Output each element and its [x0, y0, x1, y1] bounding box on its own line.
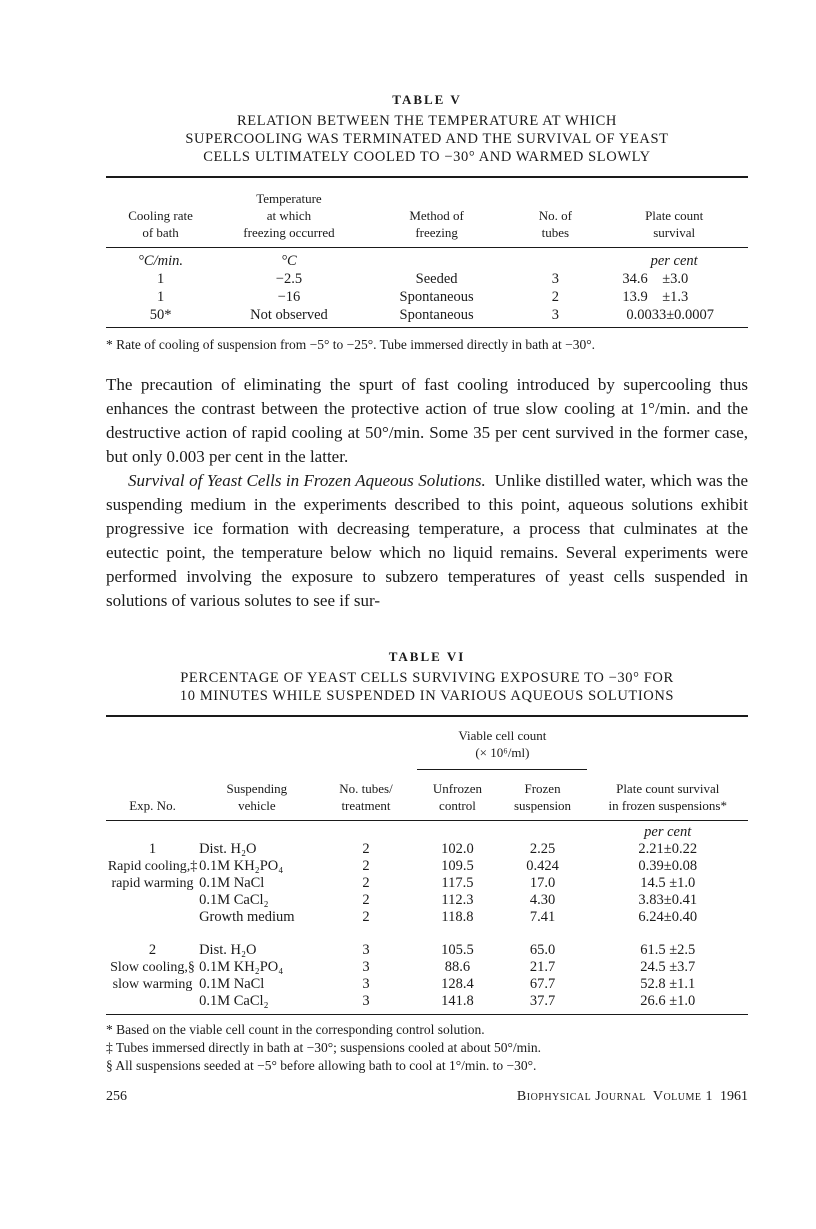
table5-header-tubes [510, 178, 600, 248]
table-row [106, 875, 748, 892]
unit-cooling-rate: °C/min. [138, 253, 183, 269]
cell-tubes: 3 [362, 976, 370, 992]
table6-header-row [106, 770, 748, 821]
header-empty [587, 717, 748, 770]
cell-tubes: 2 [362, 858, 370, 874]
cell-survival: 24.5 ±3.7 [640, 959, 696, 975]
header-line: tubes [541, 225, 570, 240]
header-line: survival [653, 225, 696, 240]
desc-line: rapid warming [111, 876, 194, 891]
cell-frozen: 0.424 [526, 858, 559, 874]
header-line: Temperature [256, 191, 322, 206]
table6-header-unfrozen [417, 770, 497, 821]
cell-frozen: 37.7 [529, 993, 556, 1009]
table-row [106, 858, 748, 875]
table-row [106, 942, 748, 959]
cell-survival: 0.39±0.08 [638, 858, 698, 874]
header-line: vehicle [238, 798, 276, 813]
table6 [106, 717, 748, 1014]
cell-unfrozen: 117.5 [441, 875, 474, 891]
table5-header-row [106, 178, 748, 248]
desc-line: Rapid cooling,‡ [107, 859, 198, 874]
table6-footnote: ‡ Tubes immersed directly in bath at −30°; suspensions cooled at about 50°/min. [106, 1040, 541, 1055]
cell-temp: Not observed [250, 307, 328, 323]
table-row [106, 959, 748, 976]
cell-tubes: 2 [362, 841, 370, 857]
table-row [106, 993, 748, 1014]
cell-tubes: 2 [362, 892, 370, 908]
header-line: Unfrozen [432, 781, 483, 796]
cell-unfrozen: 128.4 [441, 976, 474, 992]
cell-unfrozen: 118.8 [441, 909, 474, 925]
header-empty [106, 717, 417, 770]
table5-bottom-rule [106, 327, 748, 328]
table5-header-plate [600, 178, 748, 248]
section-heading: Survival of Yeast Cells in Frozen Aqueous Solutions. [128, 471, 486, 490]
table5-label: TABLE V [392, 92, 462, 107]
cell-survival: 14.5 ±1.0 [640, 875, 696, 891]
header-line: suspension [514, 798, 572, 813]
cell-survival: 26.6 ±1.0 [640, 993, 696, 1009]
unit-plate: per cent [644, 824, 692, 840]
table6-label: TABLE VI [388, 649, 466, 664]
table6-units-row [106, 821, 748, 841]
cell-survival: 2.21±0.22 [638, 841, 698, 857]
header-line: Suspending [226, 781, 288, 796]
cell-vehicle: 0.1M NaCl [199, 875, 265, 891]
header-line: (× 10⁶/ml) [475, 745, 530, 760]
table6-footnote: § All suspensions seeded at −5° before allowing bath to cool at 1°/min. to −30°. [106, 1058, 537, 1073]
cell-tubes: 3 [362, 959, 370, 975]
paragraph: The precaution of eliminating the spurt of fast cooling introduced by supercooling thus enhances the contrast between the protective action of true slow cooling at 1°/min. and the destructive action of rapid cooling at 50°/min. Some 35 per cent survived in the former case, but only 0.003 per cent in the latter. [106, 375, 748, 466]
header-line: in frozen suspensions* [608, 798, 727, 813]
table6-header-frozen [498, 770, 588, 821]
cell-frozen: 21.7 [529, 959, 556, 975]
page-number: 256 [106, 1089, 127, 1104]
table-row [106, 841, 748, 858]
cell-tubes: 3 [362, 942, 370, 958]
table5-title-line: RELATION BETWEEN THE TEMPERATURE AT WHICH [237, 113, 617, 129]
cell-exp-no: 2 [148, 942, 157, 958]
running-footer [517, 1089, 748, 1105]
journal-name: Biophysical Journal [516, 1089, 646, 1104]
cell-vehicle: 0.1M NaCl [199, 976, 265, 992]
cell-unfrozen: 105.5 [441, 942, 474, 958]
row-spacer [106, 926, 748, 942]
cell-tubes: 3 [551, 307, 559, 323]
cell-rate: 50* [149, 307, 172, 323]
cell-frozen: 2.25 [529, 841, 556, 857]
cell-frozen: 7.41 [529, 909, 556, 925]
header-line: Method of [409, 208, 464, 223]
header-line: at which [266, 208, 312, 223]
header-line: Cooling rate [128, 208, 193, 223]
table6-footnote: * Based on the viable cell count in the corresponding control solution. [106, 1022, 485, 1037]
cell-frozen: 65.0 [529, 942, 556, 958]
table6-header-exp-no: Exp. No. [129, 798, 176, 813]
table5 [106, 178, 748, 327]
cell-unfrozen: 112.3 [441, 892, 474, 908]
cell-temp: −16 [277, 289, 301, 305]
cell-vehicle: 0.1M KH₂PO₄ [199, 858, 284, 874]
journal-year: 1961 [720, 1089, 748, 1104]
cell-survival: 13.9 ±1.3 [622, 289, 689, 305]
cell-tubes: 3 [362, 993, 370, 1009]
header-line: Viable cell count [458, 728, 547, 743]
cell-frozen: 17.0 [529, 875, 556, 891]
cell-survival: 6.24±0.40 [638, 909, 698, 925]
header-line: No. tubes/ [339, 781, 393, 796]
cell-unfrozen: 102.0 [441, 841, 474, 857]
paragraph [106, 469, 748, 613]
table5-title-line: SUPERCOOLING WAS TERMINATED AND THE SURVIVAL OF YEAST [185, 131, 669, 147]
cell-survival: 61.5 ±2.5 [640, 942, 696, 958]
header-line: of bath [142, 225, 179, 240]
table-row [106, 270, 748, 288]
header-line: freezing [415, 225, 458, 240]
table-row [106, 976, 748, 993]
table6-title-line: 10 MINUTES WHILE SUSPENDED IN VARIOUS AQUEOUS SOLUTIONS [179, 688, 675, 704]
cell-vehicle: Dist. H₂O [199, 942, 257, 958]
cell-vehicle: Growth medium [199, 909, 295, 925]
cell-temp: −2.5 [275, 271, 303, 287]
table6-title [106, 669, 748, 705]
unit-empty [363, 248, 511, 270]
table6-header-tubes [315, 770, 418, 821]
table6-header-plate [587, 770, 748, 821]
journal-volume: Volume 1 [652, 1089, 713, 1104]
cell-survival: 34.6 ±3.0 [622, 271, 689, 287]
paragraph-text: Unlike distilled water, which was the suspending medium in the experiments described to this point, aqueous solutions exhibit progressive ice formation with decreasing temperature, a process that culminates at the eutectic point, the temperature below which no liquid remains. Several experiments were performed involving the exposure to subzero temperatures of yeast cells suspended in solutions of various solutes to see if sur- [106, 471, 748, 610]
unit-empty [510, 248, 600, 270]
table-row [106, 306, 748, 327]
cell-unfrozen: 109.5 [441, 858, 474, 874]
cell-method: Seeded [415, 271, 458, 287]
cell-vehicle: Dist. H₂O [199, 841, 257, 857]
cell-tubes: 2 [551, 289, 559, 305]
cell-survival: 52.8 ±1.1 [640, 976, 696, 992]
header-line: Plate count [645, 208, 704, 223]
header-line: No. of [538, 208, 572, 223]
table6-header-viable [417, 717, 587, 770]
cell-method: Spontaneous [399, 307, 474, 323]
cell-rate: 1 [156, 271, 165, 287]
table-row [106, 892, 748, 909]
header-line: Plate count survival [616, 781, 720, 796]
cell-vehicle: 0.1M KH₂PO₄ [199, 959, 284, 975]
cell-frozen: 4.30 [529, 892, 556, 908]
page [106, 92, 748, 1105]
cell-exp-no: 1 [148, 841, 157, 857]
cell-survival: 0.0033±0.0007 [626, 307, 715, 323]
cell-tubes: 2 [362, 909, 370, 925]
cell-empty [106, 909, 199, 926]
header-line: treatment [341, 798, 391, 813]
cell-rate: 1 [156, 289, 165, 305]
desc-line: Slow cooling,§ [110, 960, 195, 975]
table5-title-line: CELLS ULTIMATELY COOLED TO −30° AND WARMED SLOWLY [203, 149, 651, 165]
table6-footnotes [106, 1021, 748, 1075]
table5-header-method [363, 178, 511, 248]
unit-temperature: °C [281, 253, 297, 269]
cell-exp-desc [106, 858, 199, 909]
page-footer [106, 1089, 748, 1105]
table5-footnote: * Rate of cooling of suspension from −5° to −25°. Tube immersed directly in bath at −30°. [106, 337, 595, 352]
table5-units-row [106, 248, 748, 270]
table-row [106, 288, 748, 306]
header-line: control [439, 798, 476, 813]
cell-unfrozen: 88.6 [444, 959, 471, 975]
unit-empty [106, 821, 587, 841]
unit-plate: per cent [650, 253, 698, 269]
cell-vehicle: 0.1M CaCl₂ [199, 993, 269, 1009]
table6-header-group-row [106, 717, 748, 770]
cell-empty [106, 993, 199, 1014]
table-row [106, 909, 748, 926]
table5-header-cooling-rate [106, 178, 215, 248]
body-text [106, 373, 748, 613]
header-line: Frozen [524, 781, 561, 796]
table5-header-temperature [215, 178, 363, 248]
cell-survival: 3.83±0.41 [638, 892, 698, 908]
desc-line: slow warming [112, 977, 193, 992]
table5-title [106, 112, 748, 166]
cell-unfrozen: 141.8 [441, 993, 474, 1009]
table6-title-line: PERCENTAGE OF YEAST CELLS SURVIVING EXPOSURE TO −30° FOR [180, 670, 674, 686]
cell-tubes: 3 [551, 271, 559, 287]
cell-method: Spontaneous [399, 289, 474, 305]
table6-header-vehicle [199, 770, 315, 821]
cell-tubes: 2 [362, 875, 370, 891]
cell-exp-desc [106, 959, 199, 993]
table6-bottom-rule [106, 1014, 748, 1015]
header-line: freezing occurred [243, 225, 335, 240]
cell-frozen: 67.7 [529, 976, 556, 992]
cell-vehicle: 0.1M CaCl₂ [199, 892, 269, 908]
